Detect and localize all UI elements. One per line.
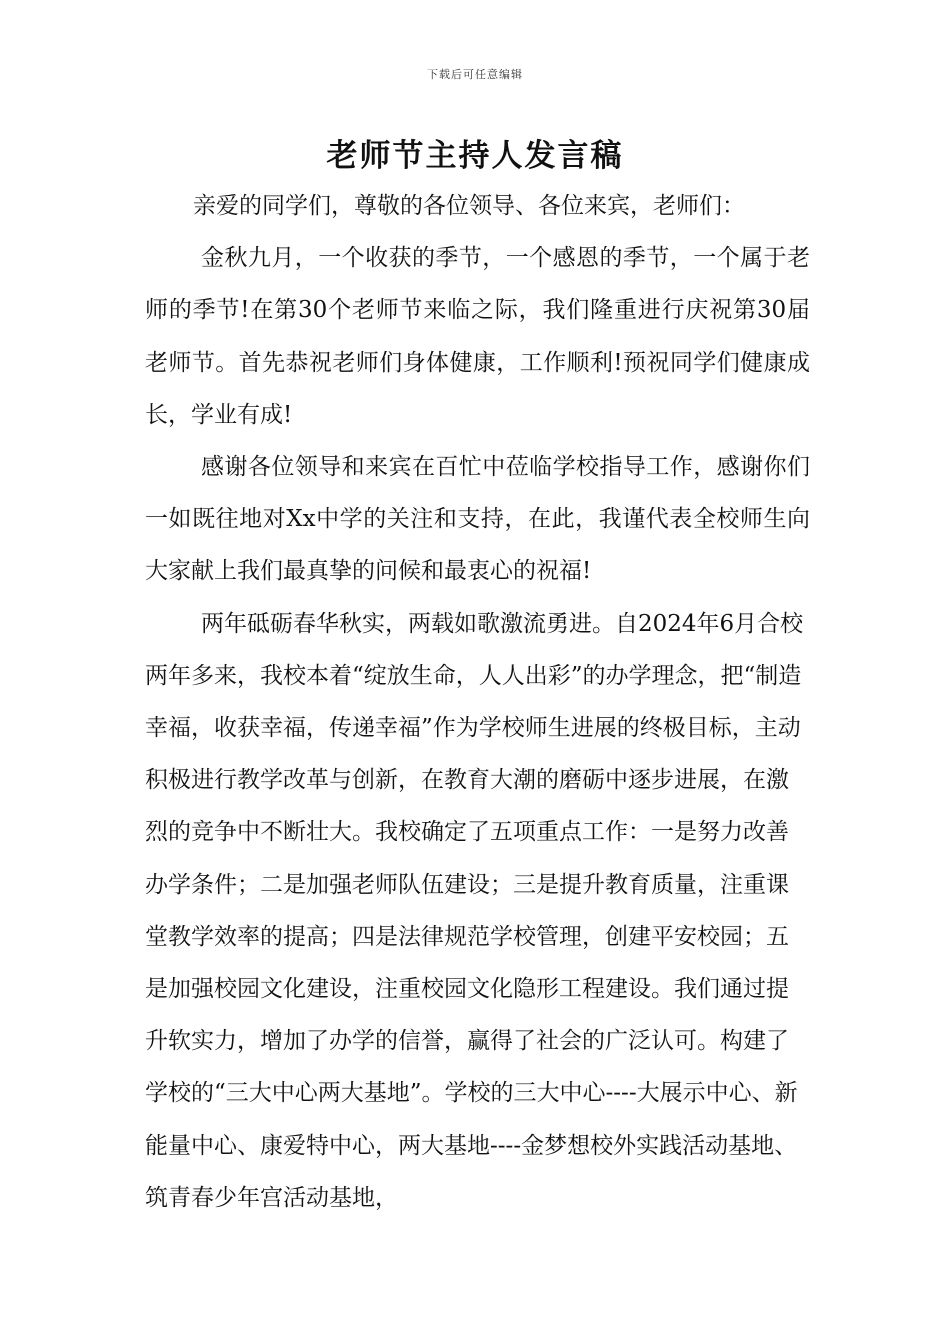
- paragraph-3: 两年砥砺春华秋实，两载如歌激流勇进。自2024年6月合校两年多来，我校本着“绽放生命，人人出彩”的办学理念，把“制造幸福，收获幸福，传递幸福”作为学校师生进展的终极目标，主动积极进行教学改革与创新，在教育大潮的磨砺中逐步进展，在激烈的竞争中不断壮大。我校确定了五项重点工作：一是努力改善办学条件；二是加强老师队伍建设；三是提升教育质量，注重课堂教学效率的提高；四是法律规范学校管理，创建平安校园；五是加强校园文化建设，注重校园文化隐形工程建设。我们通过提升软实力，增加了办学的信誉，赢得了社会的广泛认可。构建了学校的“三大中心两大基地”。学校的三大中心----大展示中心、新能量中心、康爱特中心，两大基地----金梦想校外实践活动基地、筑青春少年宫活动基地，: [145, 610, 804, 1211]
- greeting-line: 亲爱的同学们，尊敬的各位领导、各位来宾，老师们：: [193, 193, 745, 219]
- header-note: 下载后可任意编辑: [427, 68, 523, 81]
- document-title: 老师节主持人发言稿: [326, 138, 624, 174]
- paragraph-1: 金秋九月，一个收获的季节，一个感恩的季节，一个属于老师的季节!在第30个老师节来临之际，我们隆重进行庆祝第30届老师节。首先恭祝老师们身体健康，工作顺利!预祝同学们健康成长，学业有成!: [145, 245, 810, 428]
- document-body: [145, 180, 810, 1224]
- paragraph-2: 感谢各位领导和来宾在百忙中莅临学校指导工作，感谢你们一如既往地对Xx中学的关注和支持，在此，我谨代表全校师生向大家献上我们最真挚的问候和最衷心的祝福!: [145, 454, 810, 585]
